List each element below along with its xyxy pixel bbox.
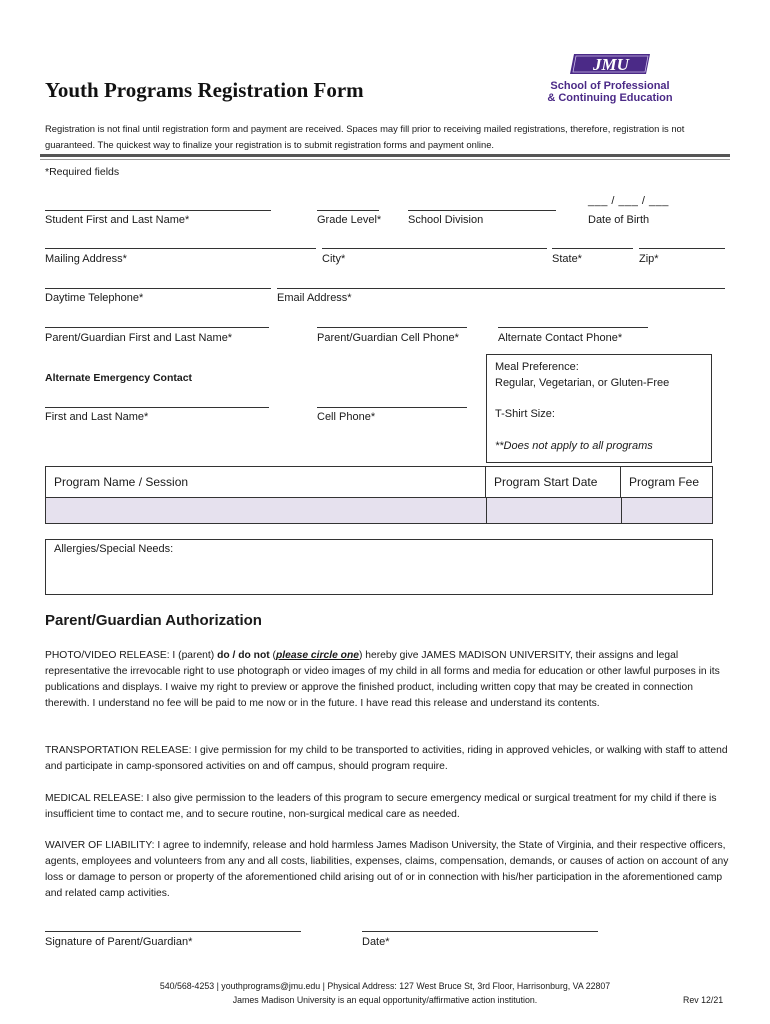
revision-label: Rev 12/21: [683, 995, 724, 1005]
program-col-divider: [486, 497, 487, 523]
liability-waiver: WAIVER OF LIABILITY: I agree to indemnify, release and hold harmless James Madison University, the State of Virginia, and their respective officers, agents, employees and volunteers from any and all costs, liabilities, expenses, claims, compensation, demands, or causes of action on account of any loss or damage to person or property of the aforementioned child arising out of or in connection with his/her participation in the aforementioned camp and related camp activities.: [45, 840, 729, 899]
school-division-label: School Division: [408, 214, 484, 226]
guardian-cell-field[interactable]: [317, 327, 467, 328]
meal-preference-label[interactable]: Meal Preference:: [495, 361, 579, 373]
program-table: [45, 466, 713, 524]
emergency-name-label: First and Last Name*: [45, 411, 149, 423]
student-name-field[interactable]: [45, 210, 271, 211]
guardian-cell-label: Parent/Guardian Cell Phone*: [317, 332, 459, 344]
grade-field[interactable]: [317, 210, 379, 211]
zip-field[interactable]: [639, 248, 725, 249]
phone-field[interactable]: [45, 288, 271, 289]
allergies-box[interactable]: [45, 539, 713, 595]
emergency-cell-label: Cell Phone*: [317, 411, 376, 423]
authorization-heading: Parent/Guardian Authorization: [45, 612, 262, 629]
header-divider: [40, 154, 730, 157]
student-name-label: Student First and Last Name*: [45, 214, 190, 226]
required-note: *Required fields: [45, 166, 120, 178]
mailing-address-label: Mailing Address*: [45, 253, 127, 265]
program-start-header: Program Start Date: [486, 467, 621, 497]
state-field[interactable]: [552, 248, 633, 249]
logo-line-1: School of Professional: [550, 80, 670, 92]
city-field[interactable]: [322, 248, 547, 249]
email-label: Email Address*: [277, 292, 352, 304]
circle-instruction: please circle one: [275, 650, 359, 661]
dob-label: Date of Birth: [588, 214, 650, 226]
intro-text: Registration is not final until registration form and payment are received. Spaces may fill prior to receiving mailed registrations, therefore, registration is not guaranteed. The quickest way to finalize your registration is to submit registration forms and payment online.: [45, 123, 685, 150]
program-fee-header: Program Fee: [629, 475, 700, 489]
meal-options-text: Regular, Vegetarian, or Gluten-Free: [495, 377, 670, 389]
footer-contact: 540/568-4253 | youthprograms@jmu.edu | Physical Address: 127 West Bruce St, 3rd Floor, Harrisonburg, VA 22807: [159, 981, 611, 991]
photo-release-rest: hereby give JAMES MADISON UNIVERSITY, their assigns and legal representative the irrevocable right to use photograph or video images of my child in all forms and media for education or other lawful purposes in its publications and displays. I waive my right to preview or approve the finished product, including written copy that may be created in connection therewith. I understand no fee will be paid to me now or in the future. I have read this release and understand its contents.: [45, 650, 720, 709]
jmu-logo: [540, 52, 680, 104]
guardian-name-field[interactable]: [45, 327, 269, 328]
program-col-divider: [621, 497, 622, 523]
zip-label: Zip*: [639, 253, 659, 265]
dob-field[interactable]: ___ / ___ / ___: [588, 195, 669, 207]
not-all-programs-note: **Does not apply to all programs: [495, 440, 653, 452]
alt-phone-label: Alternate Contact Phone*: [498, 332, 623, 344]
footer-eoe: James Madison University is an equal opportunity/affirmative action institution.: [232, 995, 538, 1005]
medical-release: MEDICAL RELEASE: I also give permission to the leaders of this program to secure emergency medical or surgical treatment for my child if there is insufficient time to contact me, and to secure routine, non-surgical medical care as needed.: [45, 793, 717, 820]
form-title: Youth Programs Registration Form: [45, 78, 364, 102]
school-division-field[interactable]: [408, 210, 556, 211]
photo-release-paragraph: PHOTO/VIDEO RELEASE: I (parent) do / do not (please circle one) hereby give JAMES MADISON UNIVERSITY, their assigns and legal representative the irrevocable right to use photograph or video images of my child in all forms and media for education or other lawful purposes in its publications and displays. I waive my right to preview or approve the finished product, including written copy that may be created in connection therewith. I understand no fee will be paid to me now or in the future. I have read this release and understand its contents.: [45, 650, 720, 709]
emergency-heading: Alternate Emergency Contact: [45, 372, 193, 384]
guardian-name-label: Parent/Guardian First and Last Name*: [45, 332, 233, 344]
phone-label: Daytime Telephone*: [45, 292, 144, 304]
photo-choice[interactable]: do / do not: [217, 650, 270, 661]
state-label: State*: [552, 253, 582, 265]
emergency-name-field[interactable]: [45, 407, 269, 408]
transport-release: TRANSPORTATION RELEASE: I give permission for my child to be transported to activities, riding in approved vehicles, or walking with staff to attend and participate in camp-sponsored activities on and off campus, should program require.: [45, 745, 728, 772]
grade-label: Grade Level*: [317, 214, 382, 226]
signature-label: Signature of Parent/Guardian*: [45, 936, 193, 948]
photo-release-lead: PHOTO/VIDEO RELEASE: I (parent): [45, 650, 218, 661]
header-divider-thin: [40, 159, 730, 160]
alt-phone-field[interactable]: [498, 327, 648, 328]
logo-mark-text: JMU: [593, 55, 629, 74]
jmu-logo-mark: [570, 52, 652, 76]
date-field[interactable]: [362, 931, 598, 932]
mailing-address-field[interactable]: [45, 248, 316, 249]
logo-line-2: & Continuing Education: [547, 92, 673, 104]
tshirt-size-label[interactable]: T-Shirt Size:: [495, 408, 555, 420]
city-label: City*: [322, 253, 346, 265]
program-name-header: Program Name / Session: [46, 467, 486, 497]
allergies-label: Allergies/Special Needs:: [54, 543, 174, 555]
email-field[interactable]: [277, 288, 725, 289]
signature-field[interactable]: [45, 931, 301, 932]
program-entry-row[interactable]: [46, 497, 712, 523]
meal-tshirt-box: [486, 354, 712, 463]
date-label: Date*: [362, 936, 390, 948]
emergency-cell-field[interactable]: [317, 407, 467, 408]
